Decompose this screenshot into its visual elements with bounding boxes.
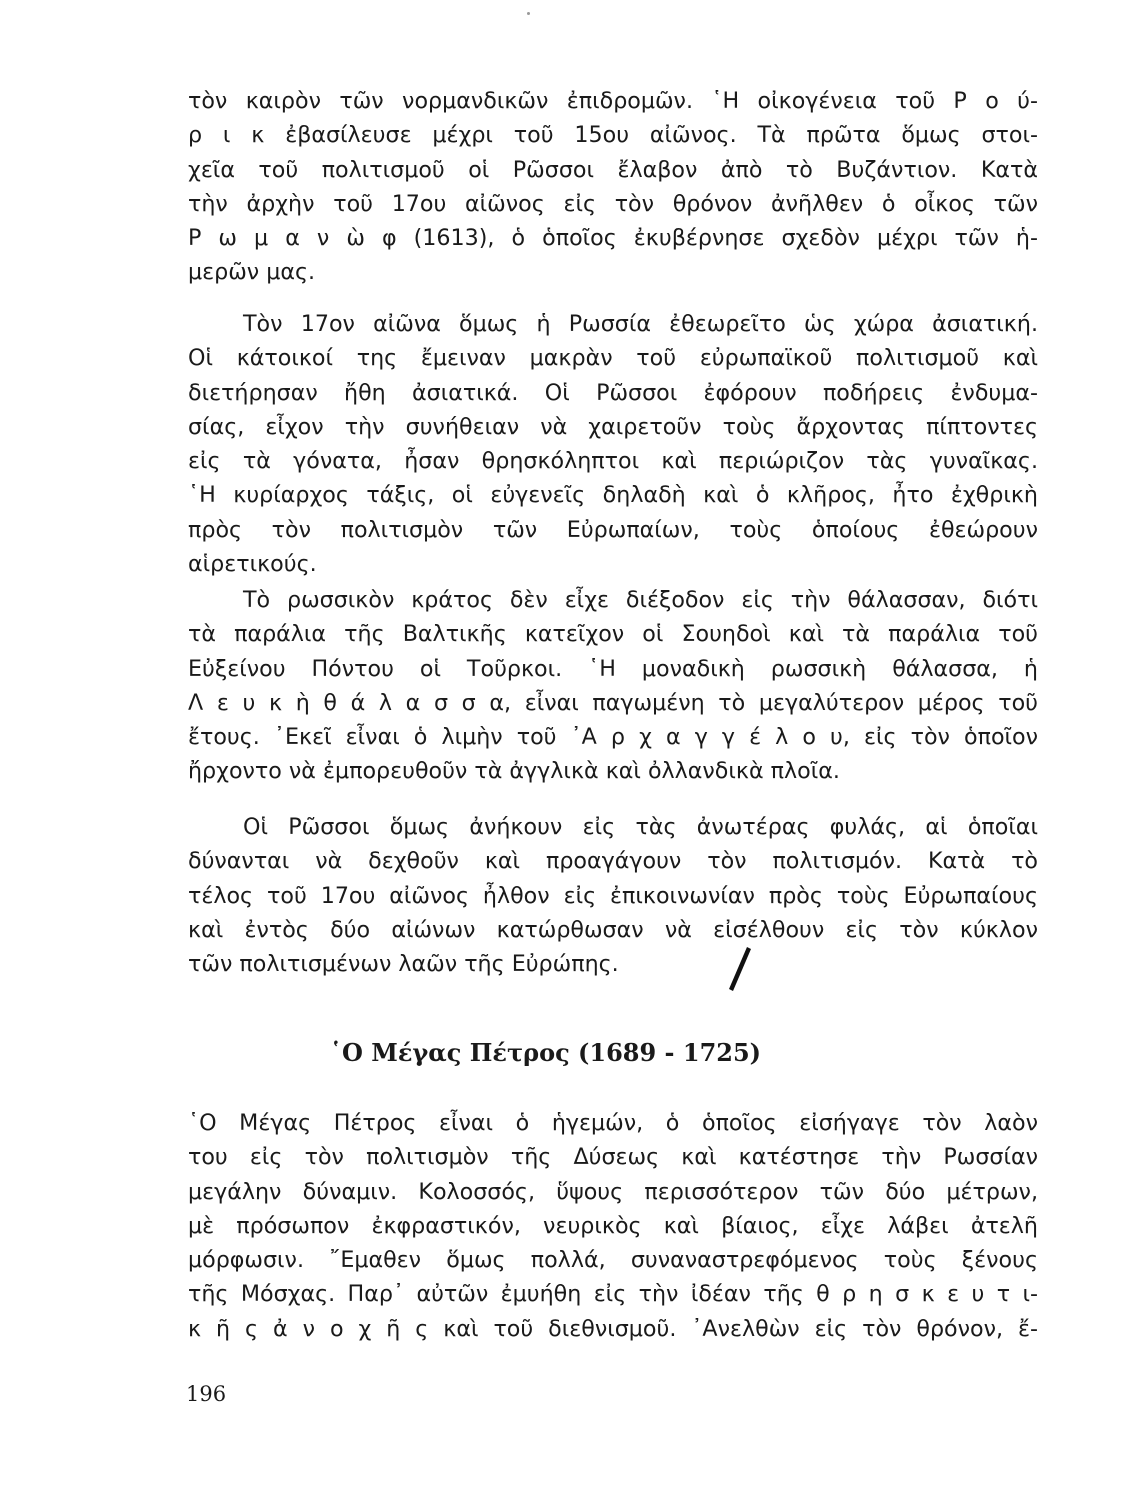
text-line: Τὸν 17ον αἰῶνα ὅμως ἡ Ρωσσία ἐθεωρεῖτο ὡς χώρα ἀσιατική.	[243, 311, 1038, 337]
text-line: πρὸς τὸν πολιτισμὸν τῶν Εὐρωπαίων, τοὺς ὁποίους ἐθεώρουν	[188, 516, 1038, 543]
text-line: μὲ πρόσωπον ἐκφραστικόν, νευρικὸς καὶ βίαιος, εἶχε λάβει ἀτελῆ	[188, 1212, 1038, 1239]
text-line: Οἱ κάτοικοί της ἔμειναν μακρὰν τοῦ εὐρωπαϊκοῦ πολιτισμοῦ καὶ	[188, 345, 1038, 372]
paragraph-2	[188, 307, 1038, 581]
text-line: σίας, εἶχον τὴν συνήθειαν νὰ χαιρετοῦν τοὺς ἄρχοντας πίπτοντες	[188, 413, 1038, 440]
paragraph-1	[188, 84, 1038, 290]
text-line: εἰς τὰ γόνατα, ἦσαν θρησκόληπτοι καὶ περιώριζον τὰς γυναῖκας.	[188, 448, 1038, 475]
text-line: τῶν πολιτισμένων λαῶν τῆς Εὐρώπης.	[188, 951, 619, 978]
paragraph-4	[188, 810, 1038, 981]
text-line: μεγάλην δύναμιν. Κολοσσός, ὕψους περισσότερον τῶν δύο μέτρων,	[188, 1178, 1038, 1205]
text-line: ῾Ο Μέγας Πέτρος εἶναι ὁ ἡγεμών, ὁ ὁποῖος εἰσήγαγε τὸν λαὸν	[188, 1110, 1038, 1136]
text-line: καὶ ἐντὸς δύο αἰώνων κατώρθωσαν νὰ εἰσέλθουν εἰς τὸν κύκλον	[188, 916, 1038, 943]
text-line: διετήρησαν ἤθη ἀσιατικά. Οἱ Ρῶσσοι ἐφόρουν ποδήρεις ἐνδυμα-	[188, 379, 1038, 406]
text-line: αἱρετικούς.	[188, 551, 317, 578]
page-number: 196	[186, 1382, 227, 1406]
section-heading: ῾Ο Μέγας Πέτρος (1689 - 1725)	[330, 1038, 762, 1067]
text-line: Εὐξείνου Πόντου οἱ Τοῦρκοι. ῾Η μοναδικὴ ρωσσικὴ θάλασσα, ἡ	[188, 655, 1038, 682]
paragraph-3	[188, 583, 1038, 789]
text-line: τὴν ἀρχὴν τοῦ 17ου αἰῶνος εἰς τὸν θρόνον ἀνῆλθεν ὁ οἶκος τῶν	[188, 190, 1038, 217]
text-line: μόρφωσιν. ῎Εμαθεν ὅμως πολλά, συναναστρεφόμενος τοὺς ξένους	[188, 1247, 1038, 1274]
text-line: ἔτους. ᾿Εκεῖ εἶναι ὁ λιμὴν τοῦ ᾿Α ρ χ α γ γ έ λ ο υ, εἰς τὸν ὁποῖον	[188, 724, 1038, 751]
text-line: Οἱ Ρῶσσοι ὅμως ἀνήκουν εἰς τὰς ἀνωτέρας φυλάς, αἱ ὁποῖαι	[243, 814, 1038, 840]
text-line: ῾Η κυρίαρχος τάξις, οἱ εὐγενεῖς δηλαδὴ καὶ ὁ κλῆρος, ἦτο ἐχθρικὴ	[188, 482, 1038, 509]
text-line: μερῶν μας.	[188, 259, 316, 286]
text-line: τὰ παράλια τῆς Βαλτικῆς κατεῖχον οἱ Σουηδοὶ καὶ τὰ παράλια τοῦ	[188, 621, 1038, 648]
speck	[527, 12, 530, 15]
text-line: Τὸ ρωσσικὸν κράτος δὲν εἶχε διέξοδον εἰς τὴν θάλασσαν, διότι	[243, 587, 1038, 613]
text-line: τέλος τοῦ 17ου αἰῶνος ἦλθον εἰς ἐπικοινωνίαν πρὸς τοὺς Εὐρωπαίους	[188, 882, 1038, 909]
text-line: ρ ι κ ἐβασίλευσε μέχρι τοῦ 15ου αἰῶνος. Τὰ πρῶτα ὅμως στοι-	[188, 122, 1038, 149]
text-line: Ρ ω μ α ν ὼ φ (1613), ὁ ὁποῖος ἐκυβέρνησε σχεδὸν μέχρι τῶν ἡ-	[188, 225, 1038, 252]
text-line: κ ῆ ς ἀ ν ο χ ῆ ς καὶ τοῦ διεθνισμοῦ. ᾿Ανελθὼν εἰς τὸν θρόνον, ἔ-	[188, 1315, 1038, 1342]
text-line: ἤρχοντο νὰ ἐμπορευθοῦν τὰ ἀγγλικὰ καὶ ὀλλανδικὰ πλοῖα.	[188, 758, 840, 785]
text-line: τὸν καιρὸν τῶν νορμανδικῶν ἐπιδρομῶν. ῾Η οἰκογένεια τοῦ Ρ ο ύ-	[188, 88, 1038, 114]
text-line: χεῖα τοῦ πολιτισμοῦ οἱ Ρῶσσοι ἔλαβον ἀπὸ τὸ Βυζάντιον. Κατὰ	[188, 156, 1038, 183]
paragraph-5	[188, 1106, 1038, 1346]
text-line: Λ ε υ κ ὴ θ ά λ α σ σ α, εἶναι παγωμένη τὸ μεγαλύτερον μέρος τοῦ	[188, 689, 1038, 716]
text-line: του εἰς τὸν πολιτισμὸν τῆς Δύσεως καὶ κατέστησε τὴν Ρωσσίαν	[188, 1144, 1038, 1171]
text-line: τῆς Μόσχας. Παρ᾿ αὐτῶν ἐμυήθη εἰς τὴν ἰδέαν τῆς θ ρ η σ κ ε υ τ ι-	[188, 1281, 1038, 1308]
text-line: δύνανται νὰ δεχθοῦν καὶ προαγάγουν τὸν πολιτισμόν. Κατὰ τὸ	[188, 848, 1038, 875]
slash-mark	[725, 945, 753, 993]
